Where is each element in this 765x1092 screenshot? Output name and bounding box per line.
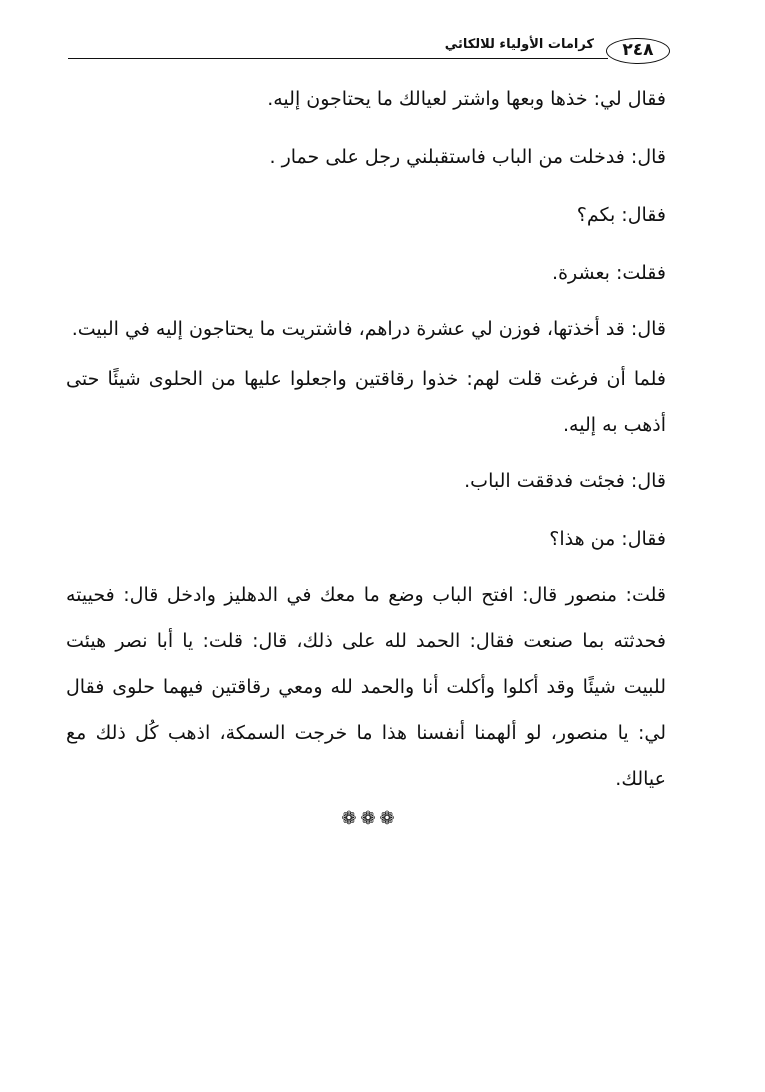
paragraph-9: قلت: منصور قال: افتح الباب وضع ما معك في الدهليز وادخل قال: فحييته فحدثته بما صنعت فقال: الحمد لله على ذلك، قال: قلت: يا أبا نصر هيئت للبيت شيئًا وقد أكلوا وأكلت أنا والحمد لله ومعي رقاقتين فيهما حلوى فقال لي: يا منصور، لو ألهمنا أنفسنا هذا ما خرجت السمكة، اذهب كُل ذلك مع عيالك.: [66, 584, 666, 790]
paragraph-1: فقال لي: خذها وبعها واشتر لعيالك ما يحتاجون إليه.: [267, 88, 666, 110]
paragraph-4: فقلت: بعشرة.: [552, 262, 666, 284]
book-title: كرامات الأولياء للالكائي: [444, 37, 594, 52]
paragraph-2: قال: فدخلت من الباب فاستقبلني رجل على حمار .: [269, 146, 666, 168]
paragraph-8: فقال: من هذا؟: [549, 528, 666, 550]
section-ornament: ❁❁❁: [341, 808, 399, 829]
paragraph-3: فقال: بكم؟: [576, 204, 666, 226]
page-body: [66, 70, 666, 806]
page-number: ٢٤٨: [606, 38, 670, 64]
header-rule: [68, 58, 608, 59]
running-header: [68, 34, 670, 60]
paragraph-5: قال: قد أخذتها، فوزن لي عشرة دراهم، فاشتريت ما يحتاجون إليه في البيت.: [71, 318, 666, 340]
paragraph-6: فلما أن فرغت قلت لهم: خذوا رقاقتين واجعلوا عليها من الحلوى شيئًا حتى أذهب به إليه.: [66, 368, 666, 436]
paragraph-7: قال: فجئت فدققت الباب.: [464, 470, 666, 492]
